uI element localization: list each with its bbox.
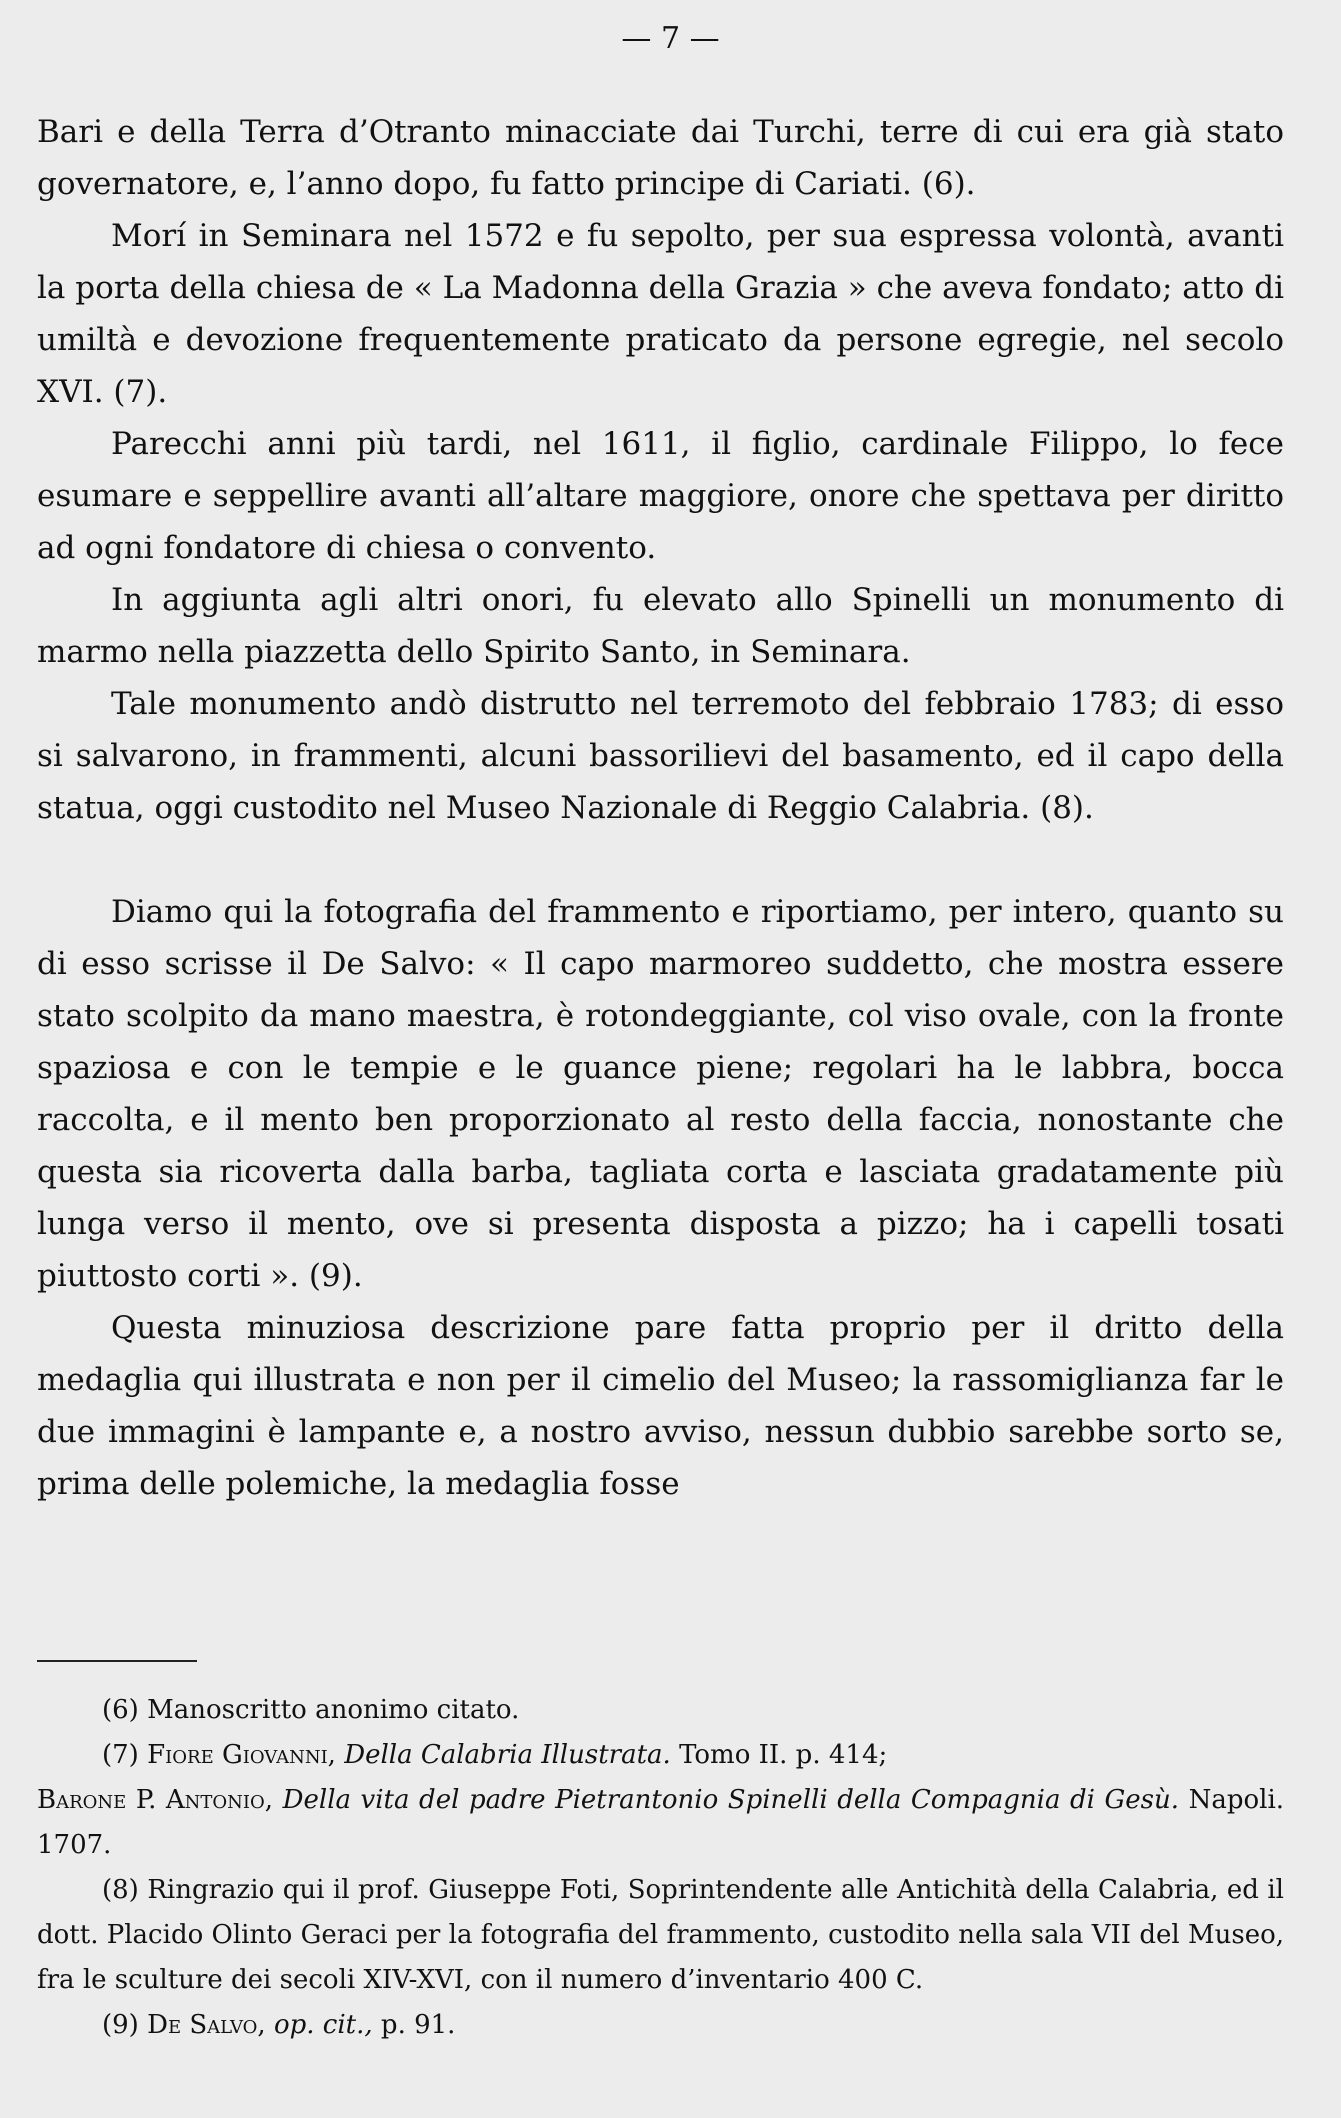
- footnote-text: Tomo II. p. 414;: [679, 1740, 888, 1770]
- footnote-mark: (7): [102, 1740, 139, 1770]
- footnote-text: Napoli. 1707.: [37, 1785, 1285, 1860]
- paragraph-5: Tale monumento andò distrutto nel terremoto del febbraio 1783; di esso si salvarono, in frammenti, alcuni bassorilievi del basamento, ed il capo della statua, oggi custodito nel Museo Nazionale di Reggio Calabria. (8).: [37, 686, 1284, 826]
- footnote-separator: [37, 1660, 197, 1662]
- footnote-author: Fiore Giovanni,: [147, 1740, 336, 1770]
- footnote-text: Ringrazio qui il prof. Giuseppe Foti, Soprintendente alle Antichità della Calabria, ed il dott. Placido Olinto Geraci per la fotografia del frammento, custodito nella sala VII del Museo, fra le sculture dei secoli XIV-XVI, con il numero d’inventario 400 C.: [37, 1875, 1284, 1995]
- paragraph-7: Questa minuziosa descrizione pare fatta proprio per il dritto della medaglia qui illustrata e non per il cimelio del Museo; la rassomiglianza far le due immagini è lampante e, a nostro avviso, nessun dubbio sarebbe sorto se, prima delle polemiche, la medaglia fosse: [37, 1310, 1284, 1502]
- footnote-title: Della vita del padre Pietrantonio Spinelli della Compagnia di Gesù.: [282, 1785, 1180, 1815]
- footnote-text: Manoscritto anonimo citato.: [147, 1695, 520, 1725]
- paragraph-4: In aggiunta agli altri onori, fu elevato allo Spinelli un monumento di marmo nella piazzetta dello Spirito Santo, in Seminara.: [37, 582, 1284, 670]
- paragraph-1: Bari e della Terra d’Otranto minacciate dai Turchi, terre di cui era già stato governatore, e, l’anno dopo, fu fatto principe di Cariati. (6).: [37, 114, 1284, 202]
- footnote-mark: (6): [102, 1695, 139, 1725]
- footnote-6: [37, 1688, 1284, 1733]
- footnote-citation: op. cit.,: [273, 2010, 373, 2040]
- footnote-mark: (8): [102, 1875, 139, 1905]
- footnote-9: [37, 2003, 1284, 2048]
- paragraph-3: Parecchi anni più tardi, nel 1611, il figlio, cardinale Filippo, lo fece esumare e seppellire avanti all’altare maggiore, onore che spettava per diritto ad ogni fondatore di chiesa o convento.: [37, 426, 1284, 566]
- footnote-7: [37, 1733, 1284, 1778]
- body-text: [37, 106, 1284, 1510]
- footnote-mark: (9): [102, 2010, 139, 2040]
- paragraph-2: Morí in Seminara nel 1572 e fu sepolto, per sua espressa volontà, avanti la porta della chiesa de « La Madonna della Grazia » che aveva fondato; atto di umiltà e devozione frequentemente praticato da persone egregie, nel secolo XVI. (7).: [37, 218, 1284, 410]
- footnote-author: Barone P. Antonio,: [37, 1785, 274, 1815]
- footnote-title: Della Calabria Illustrata.: [344, 1740, 671, 1770]
- paragraph-6: Diamo qui la fotografia del frammento e riportiamo, per intero, quanto su di esso scrisse il De Salvo: « Il capo marmoreo suddetto, che mostra essere stato scolpito da mano maestra, è rotondeggiante, col viso ovale, con la fronte spaziosa e con le tempie e le guance piene; regolari ha le labbra, bocca raccolta, e il mento ben proporzionato al resto della faccia, nonostante che questa sia ricoverta dalla barba, tagliata corta e lasciata gradatamente più lunga verso il mento, ove si presenta disposta a pizzo; ha i capelli tosati piuttosto corti ». (9).: [37, 894, 1284, 1294]
- footnote-8: [37, 1868, 1284, 2003]
- page-number: — 7 —: [621, 21, 720, 56]
- footnote-text: p. 91.: [380, 2010, 456, 2040]
- footnote-7-continued: [37, 1778, 1284, 1868]
- footnotes: [37, 1660, 1284, 2048]
- footnote-author: De Salvo,: [147, 2010, 266, 2040]
